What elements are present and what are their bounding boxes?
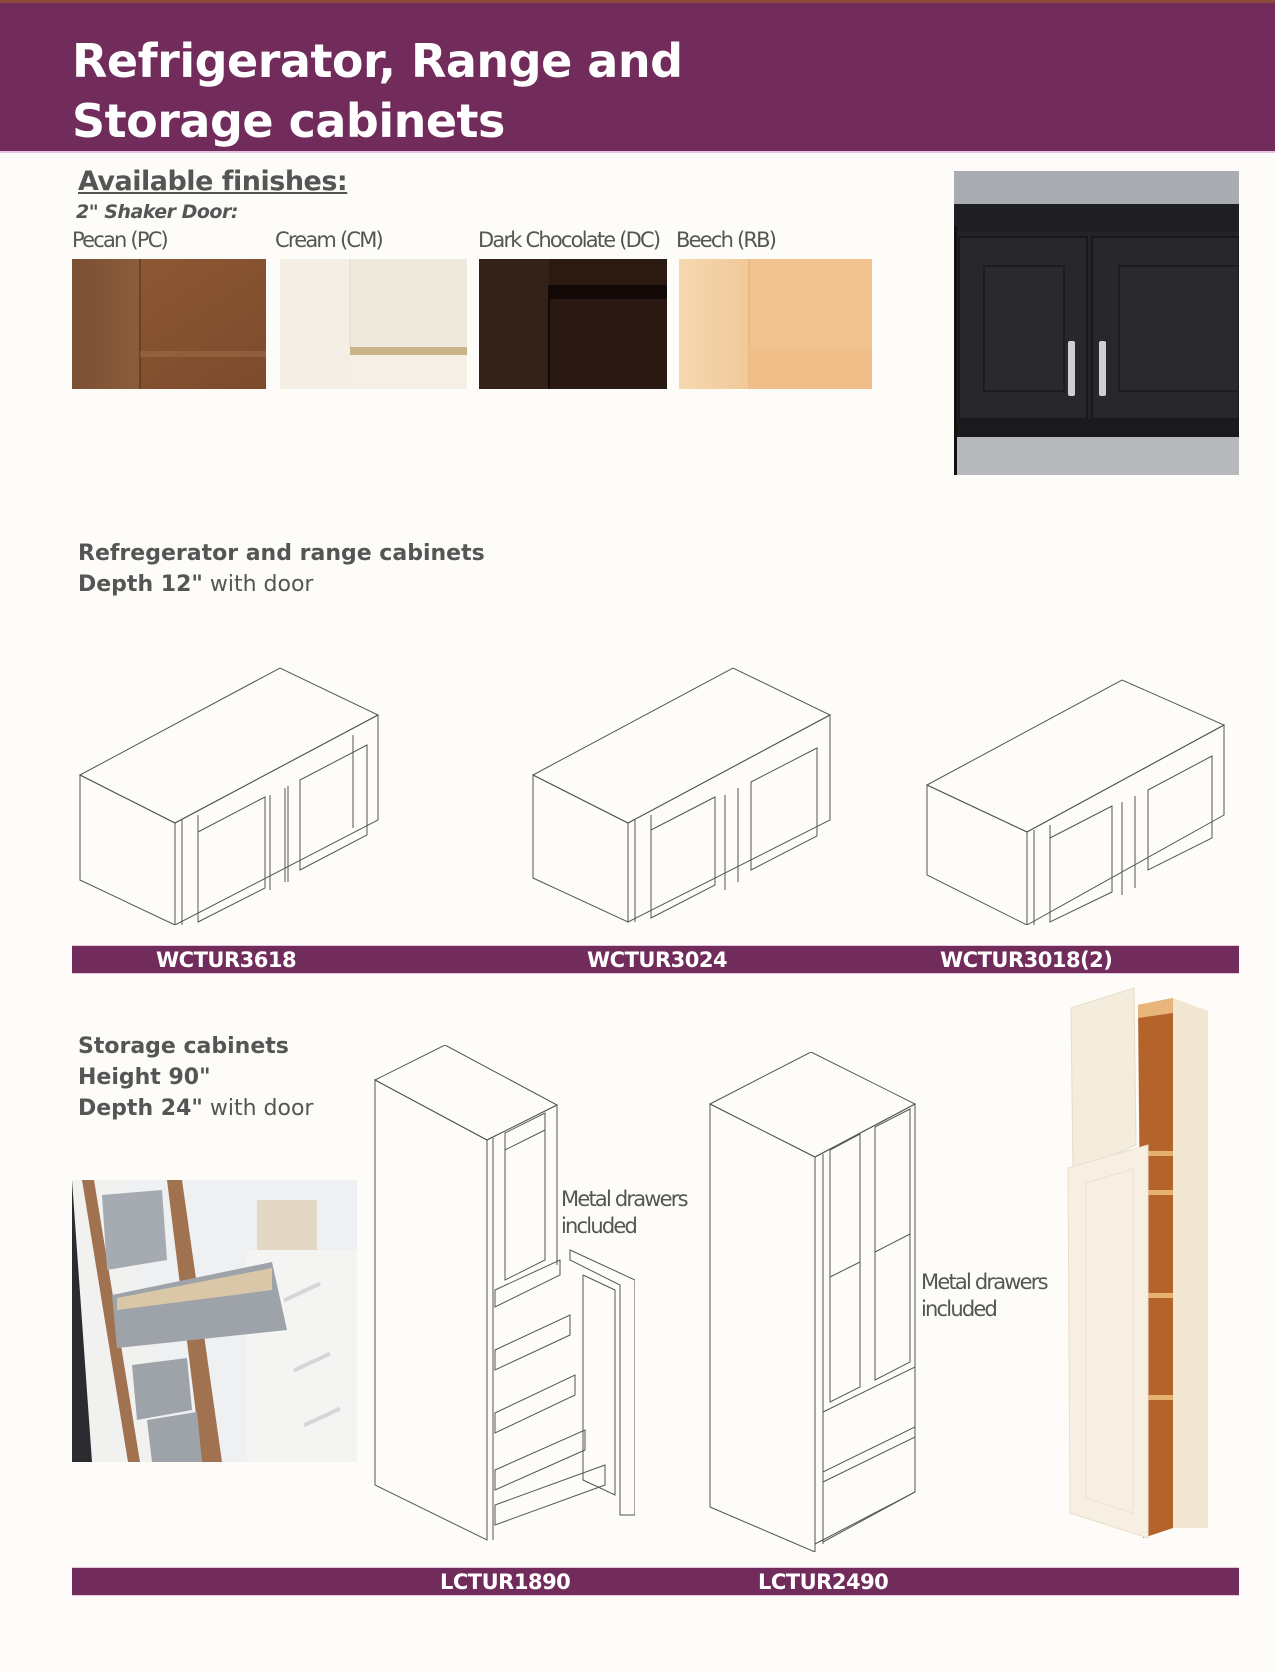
tall-cream-pantry-photo (1048, 983, 1223, 1548)
cabinet-drawing-wctur3024 (525, 660, 845, 925)
model-label-wctur3024: WCTUR3024 (587, 948, 728, 972)
swatch-dark-chocolate (479, 259, 667, 389)
refrigerator-depth-text (78, 569, 485, 600)
drawer-photo (72, 1180, 357, 1462)
cream-wood-image (280, 259, 467, 389)
swatch-label-pecan: Pecan (PC) (72, 228, 167, 252)
swatch-pecan (72, 259, 266, 389)
model-label-wctur3018-2: WCTUR3018(2) (940, 948, 1113, 972)
swatch-cream (280, 259, 467, 389)
cabinet-drawing-wctur3618 (70, 660, 390, 925)
model-label-lctur2490: LCTUR2490 (758, 1570, 889, 1594)
refrigerator-section-heading (78, 538, 485, 600)
metal-drawers-note-2 (921, 1269, 1047, 1323)
page-title (72, 31, 683, 151)
storage-section-heading (78, 1031, 313, 1124)
page-header (0, 0, 1275, 153)
cabinet-drawing-lctur2490 (705, 1052, 925, 1552)
swatch-label-cream: Cream (CM) (275, 228, 382, 252)
model-bar-refrigerator (72, 945, 1239, 974)
depth-value: Depth 24" (78, 1096, 203, 1121)
storage-depth-text (78, 1093, 313, 1124)
note-line-1: Metal drawers (561, 1187, 687, 1211)
swatch-label-beech: Beech (RB) (676, 228, 776, 252)
dark-cabinet-photo (954, 171, 1239, 475)
depth-suffix: with door (202, 1096, 314, 1121)
beech-wood-image (679, 259, 872, 389)
note-line-2: included (921, 1297, 997, 1321)
page-title-line-2: Storage cabinets (72, 94, 505, 148)
pecan-wood-image (72, 259, 266, 389)
pantry-drawers-image (72, 1180, 357, 1462)
model-bar-storage (72, 1567, 1239, 1596)
dark-chocolate-wood-image (479, 259, 667, 389)
swatch-beech (679, 259, 872, 389)
door-style-label: 2" Shaker Door: (76, 201, 238, 223)
finishes-heading: Available finishes: (78, 166, 348, 197)
depth-value: Depth 12" (78, 572, 203, 597)
model-label-wctur3618: WCTUR3618 (156, 948, 297, 972)
storage-heading-text: Storage cabinets (78, 1034, 289, 1059)
model-label-lctur1890: LCTUR1890 (440, 1570, 571, 1594)
metal-drawers-note-1 (561, 1186, 687, 1240)
storage-height-text: Height 90" (78, 1065, 211, 1090)
note-line-1: Metal drawers (921, 1270, 1047, 1294)
swatch-label-dark-chocolate: Dark Chocolate (DC) (478, 228, 660, 252)
page-title-line-1: Refrigerator, Range and (72, 34, 683, 88)
note-line-2: included (561, 1214, 637, 1238)
refrigerator-heading-text: Refregerator and range cabinets (78, 541, 485, 566)
cabinet-drawing-lctur1890 (365, 1045, 635, 1545)
dark-wall-cabinet-image (954, 171, 1239, 475)
cabinet-drawing-wctur3018-2 (922, 670, 1237, 925)
depth-suffix: with door (202, 572, 314, 597)
